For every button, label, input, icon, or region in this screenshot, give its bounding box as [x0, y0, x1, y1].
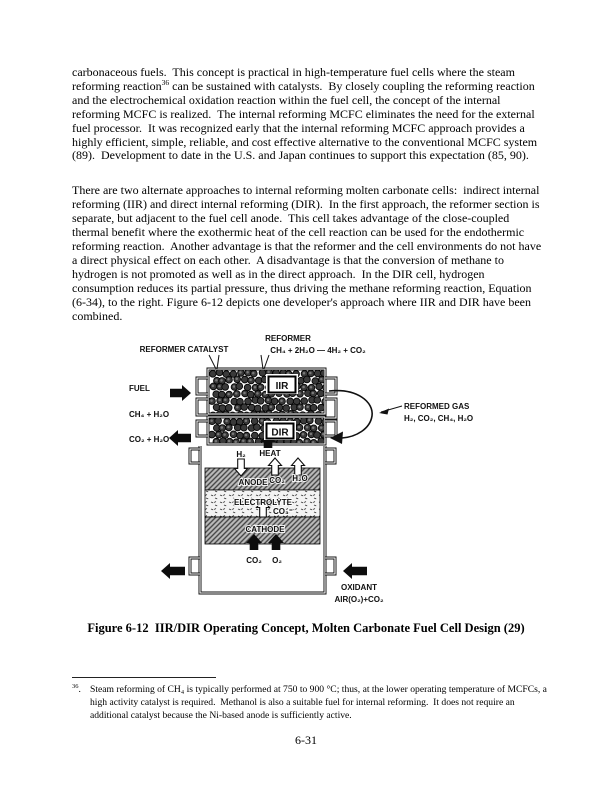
footnote-marker-period: . [78, 684, 81, 695]
label-h2: H₂ [236, 450, 246, 459]
label-cathode-o2: O₂ [272, 556, 282, 565]
label-anode-h2o: H₂O [292, 474, 308, 483]
label-reformer-catalyst: REFORMER CATALYST [139, 345, 229, 354]
paragraph-2: There are two alternate approaches to internal reforming molten carbonate cells: indirect internal reforming (IIR) and direct internal reforming (DIR). In the first approach, the reformer section is separate, but adjacent to the fuel cell anode. This cell takes advantage of the close-coupled thermal benefit where the exothermic heat of the cell reaction can be used for the endothermic reforming reaction. Another advantage is that the reformer and the cell environments do not have a direct physical effect on each other. A disadvantage is that the conversion of methane to hydrogen is not promoted as well as in the direct approach. In the DIR cell, hydrogen consumption reduces its partial pressure, thus driving the methane reforming reaction, Equation (6-34), to the right. Figure 6-12 depicts one developer's approach where IIR and DIR have been combined. [72, 183, 545, 323]
footnote [72, 683, 550, 722]
label-reformed-gas-species: H₂, CO₂, CH₄, H₂O [404, 414, 474, 423]
footnote-text: Steam reforming of CH₄ is typically performed at 750 to 900 °C; thus, at the lower operating temperature of MCFCs, a high activity catalyst is required. Methanol is also a suitable fuel for internal reforming. It does not require an additional catalyst because the Ni-based anode is sufficiently active. [90, 684, 550, 721]
label-heat: HEAT [259, 449, 281, 458]
page-number: 6-31 [295, 733, 317, 747]
label-cathode: CATHODE [245, 525, 285, 534]
label-dir: DIR [271, 427, 289, 439]
label-reformed-gas: REFORMED GAS [404, 402, 470, 411]
footnote-marker-number: 36 [72, 682, 79, 690]
label-iir: IIR [275, 381, 289, 392]
label-co3: CO₃⁼ [273, 507, 293, 516]
footnote-separator [72, 677, 216, 678]
label-anode-co2: CO₂ [269, 476, 285, 485]
label-oxidant-composition: AIR(O₂)+CO₂ [334, 595, 384, 604]
iir-dir-diagram [93, 325, 523, 620]
body-text [72, 65, 545, 344]
label-oxidant: OXIDANT [341, 583, 377, 592]
label-exhaust-out: CO₂ + H₂O [129, 435, 170, 444]
figure-caption: Figure 6-12 IIR/DIR Operating Concept, Molten Carbonate Fuel Cell Design (29) [87, 621, 525, 635]
paragraph-1 [72, 66, 542, 163]
label-electrolyte: ELECTROLYTE [234, 498, 292, 507]
paragraph-1-text-a: carbonaceous fuels. This concept is practical in high-temperature fuel cells where the steam reforming reaction [72, 65, 518, 93]
label-reformer-equation: CH₄ + 2H₂O — 4H₂ + CO₂ [270, 346, 366, 355]
label-anode: ANODE [238, 478, 268, 487]
label-reformer: REFORMER [265, 334, 311, 343]
label-fuel-in: CH₄ + H₂O [129, 410, 170, 419]
label-cathode-co2: CO₂ [246, 556, 262, 565]
paragraph-1-text-b: can be sustained with catalysts. By closely coupling the reforming reaction and the electrochemical oxidation reaction within the fuel cell, the concept of the internal reforming MCFC is realized. The internal reforming MCFC eliminates the need for the external fuel processor. It was recognized early that the internal reforming MCFC approach provides a highly efficient, simple, reliable, and cost effective alternative to the conventional MCFC system (89). Development to date in the U.S. and Japan continues to support this expectation (85, 90). [72, 78, 541, 163]
footnote-ref-36: 36 [161, 77, 170, 87]
figure-6-12 [93, 325, 523, 620]
footnote-marker [72, 683, 90, 696]
label-fuel: FUEL [129, 384, 150, 393]
